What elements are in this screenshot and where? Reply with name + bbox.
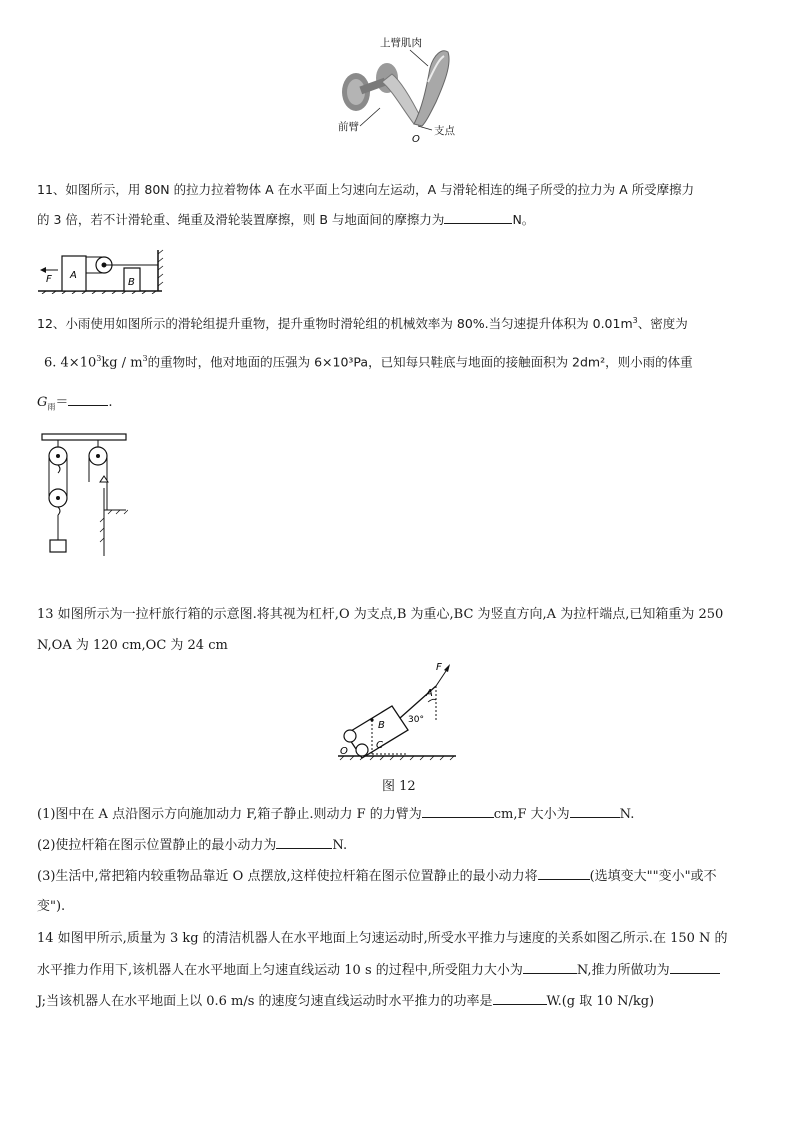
load-weight	[50, 540, 66, 552]
label-O: O	[412, 134, 420, 145]
q13-sub1-text: (1)图中在 A 点沿图示方向施加动力 F,箱子静止.则动力 F 的力臂为	[37, 807, 422, 822]
q13-sub3-blank[interactable]	[538, 867, 590, 880]
q13-label-O: O	[340, 746, 348, 757]
q12-density-sup1: 3	[96, 354, 102, 363]
q12-line1-end: 、密度为	[637, 316, 688, 332]
q13-sub1-mid: cm,F 大小为	[493, 807, 570, 822]
q12-line2	[44, 350, 693, 372]
q12-G-sub: 雨	[47, 402, 56, 412]
forearm-shape	[382, 74, 422, 124]
q13-caption: 图 12	[382, 779, 416, 794]
wheel	[344, 730, 356, 742]
label-forearm: 前臂	[338, 121, 359, 133]
q14-line2	[37, 961, 720, 980]
q13-sub3-cont: 变").	[37, 899, 66, 914]
q12-line3	[37, 393, 113, 417]
ceiling	[42, 434, 126, 440]
q14-blank1[interactable]	[523, 961, 577, 974]
q14-line3-text: J;当该机器人在水平地面上以 0.6 m/s 的速度匀速直线运动时水平推力的功率是	[37, 994, 493, 1009]
q14-line1: 14 如图甲所示,质量为 3 kg 的清洁机器人在水平地面上匀速运动时,所受水平推力与速度的关系如图乙所示.在 150 N 的	[37, 931, 728, 946]
q12-density-b: kg / m	[101, 355, 143, 371]
q13-label-C: C	[376, 740, 383, 751]
q13-line1: 13 如图所示为一拉杆旅行箱的示意图.将其视为杠杆,O 为支点,B 为重心,BC 为竖直方向,A 为拉杆端点,已知箱重为 250	[37, 607, 724, 622]
q13-sub1-end: N.	[619, 807, 635, 822]
q12-G: G	[37, 395, 48, 410]
q13-label-A: A	[426, 688, 433, 699]
q13-line2: N,OA 为 120 cm,OC 为 24 cm	[37, 638, 228, 653]
q13-sub1-blank2[interactable]	[570, 805, 620, 818]
q11-line1: 11、如图所示，用 80N 的拉力拉着物体 A 在水平面上匀速向左运动，A 与滑轮相连的绳子所受的拉力为 A 所受摩擦力	[37, 182, 695, 197]
q12-density-a: 6. 4×10	[44, 355, 97, 371]
q13-label-F: F	[436, 662, 442, 673]
q13-figure	[336, 660, 460, 766]
q12-line1-text: 12、小雨使用如图所示的滑轮组提升重物，提升重物时滑轮组的机械效率为 80%.当匀速提升体积为 0.01m	[37, 316, 633, 332]
q13-label-angle: 30°	[408, 715, 424, 725]
q11-answer-blank[interactable]	[444, 211, 512, 224]
q13-label-B: B	[378, 720, 385, 731]
q11-unit: N。	[512, 212, 535, 227]
upper-arm-muscle	[414, 51, 449, 126]
q12-answer-blank[interactable]	[68, 393, 108, 406]
q12-sup: 3	[632, 316, 638, 325]
q11-line2	[37, 211, 534, 229]
label-pivot: 支点	[434, 125, 455, 137]
q14-line3	[37, 992, 654, 1011]
q13-sub2-blank[interactable]	[276, 836, 332, 849]
q13-sub2	[37, 836, 347, 855]
q11-line2-text: 的 3 倍，若不计滑轮重、绳重及滑轮装置摩擦，则 B 与地面间的摩擦力为	[37, 212, 445, 227]
q12-figure	[38, 432, 128, 557]
q13-sub1-blank1[interactable]	[422, 805, 494, 818]
q14-blank2[interactable]	[670, 961, 720, 974]
q13-sub3-end: (选填变大""变小"或不	[589, 869, 717, 884]
q11-figure	[38, 248, 166, 294]
q14-line3-end: W.(g 取 10 N/kg)	[546, 994, 655, 1009]
label-upper-arm-muscle: 上臂肌肉	[380, 37, 422, 49]
q11-label-A: A	[70, 270, 77, 281]
q12-density-sup2: 3	[142, 354, 148, 363]
q13-sub2-text: (2)使拉杆箱在图示位置静止的最小动力为	[37, 838, 277, 853]
arm-figure	[330, 30, 470, 145]
q14-line2-text: 水平推力作用下,该机器人在水平地面上匀速直线运动 10 s 的过程中,所受阻力大小为	[37, 963, 523, 978]
q14-line2-mid: N,推力所做功为	[576, 963, 670, 978]
q12-equals: ＝	[55, 395, 69, 410]
q12-line1	[37, 312, 688, 333]
q13-sub1	[37, 805, 634, 824]
q14-blank3[interactable]	[493, 992, 547, 1005]
q11-label-B: B	[128, 277, 135, 288]
q12-line2-text: 的重物时，他对地面的压强为 6×10³Pa，已知每只鞋底与地面的接触面积为 2dm²，则小雨的体重	[147, 354, 693, 370]
q11-label-F: F	[46, 274, 52, 285]
q13-sub3	[37, 867, 717, 886]
q13-sub2-end: N.	[332, 838, 348, 853]
q13-sub3-text: (3)生活中,常把箱内较重物品靠近 O 点摆放,这样使拉杆箱在图示位置静止的最小动力将	[37, 869, 538, 884]
q12-period: .	[108, 395, 113, 410]
